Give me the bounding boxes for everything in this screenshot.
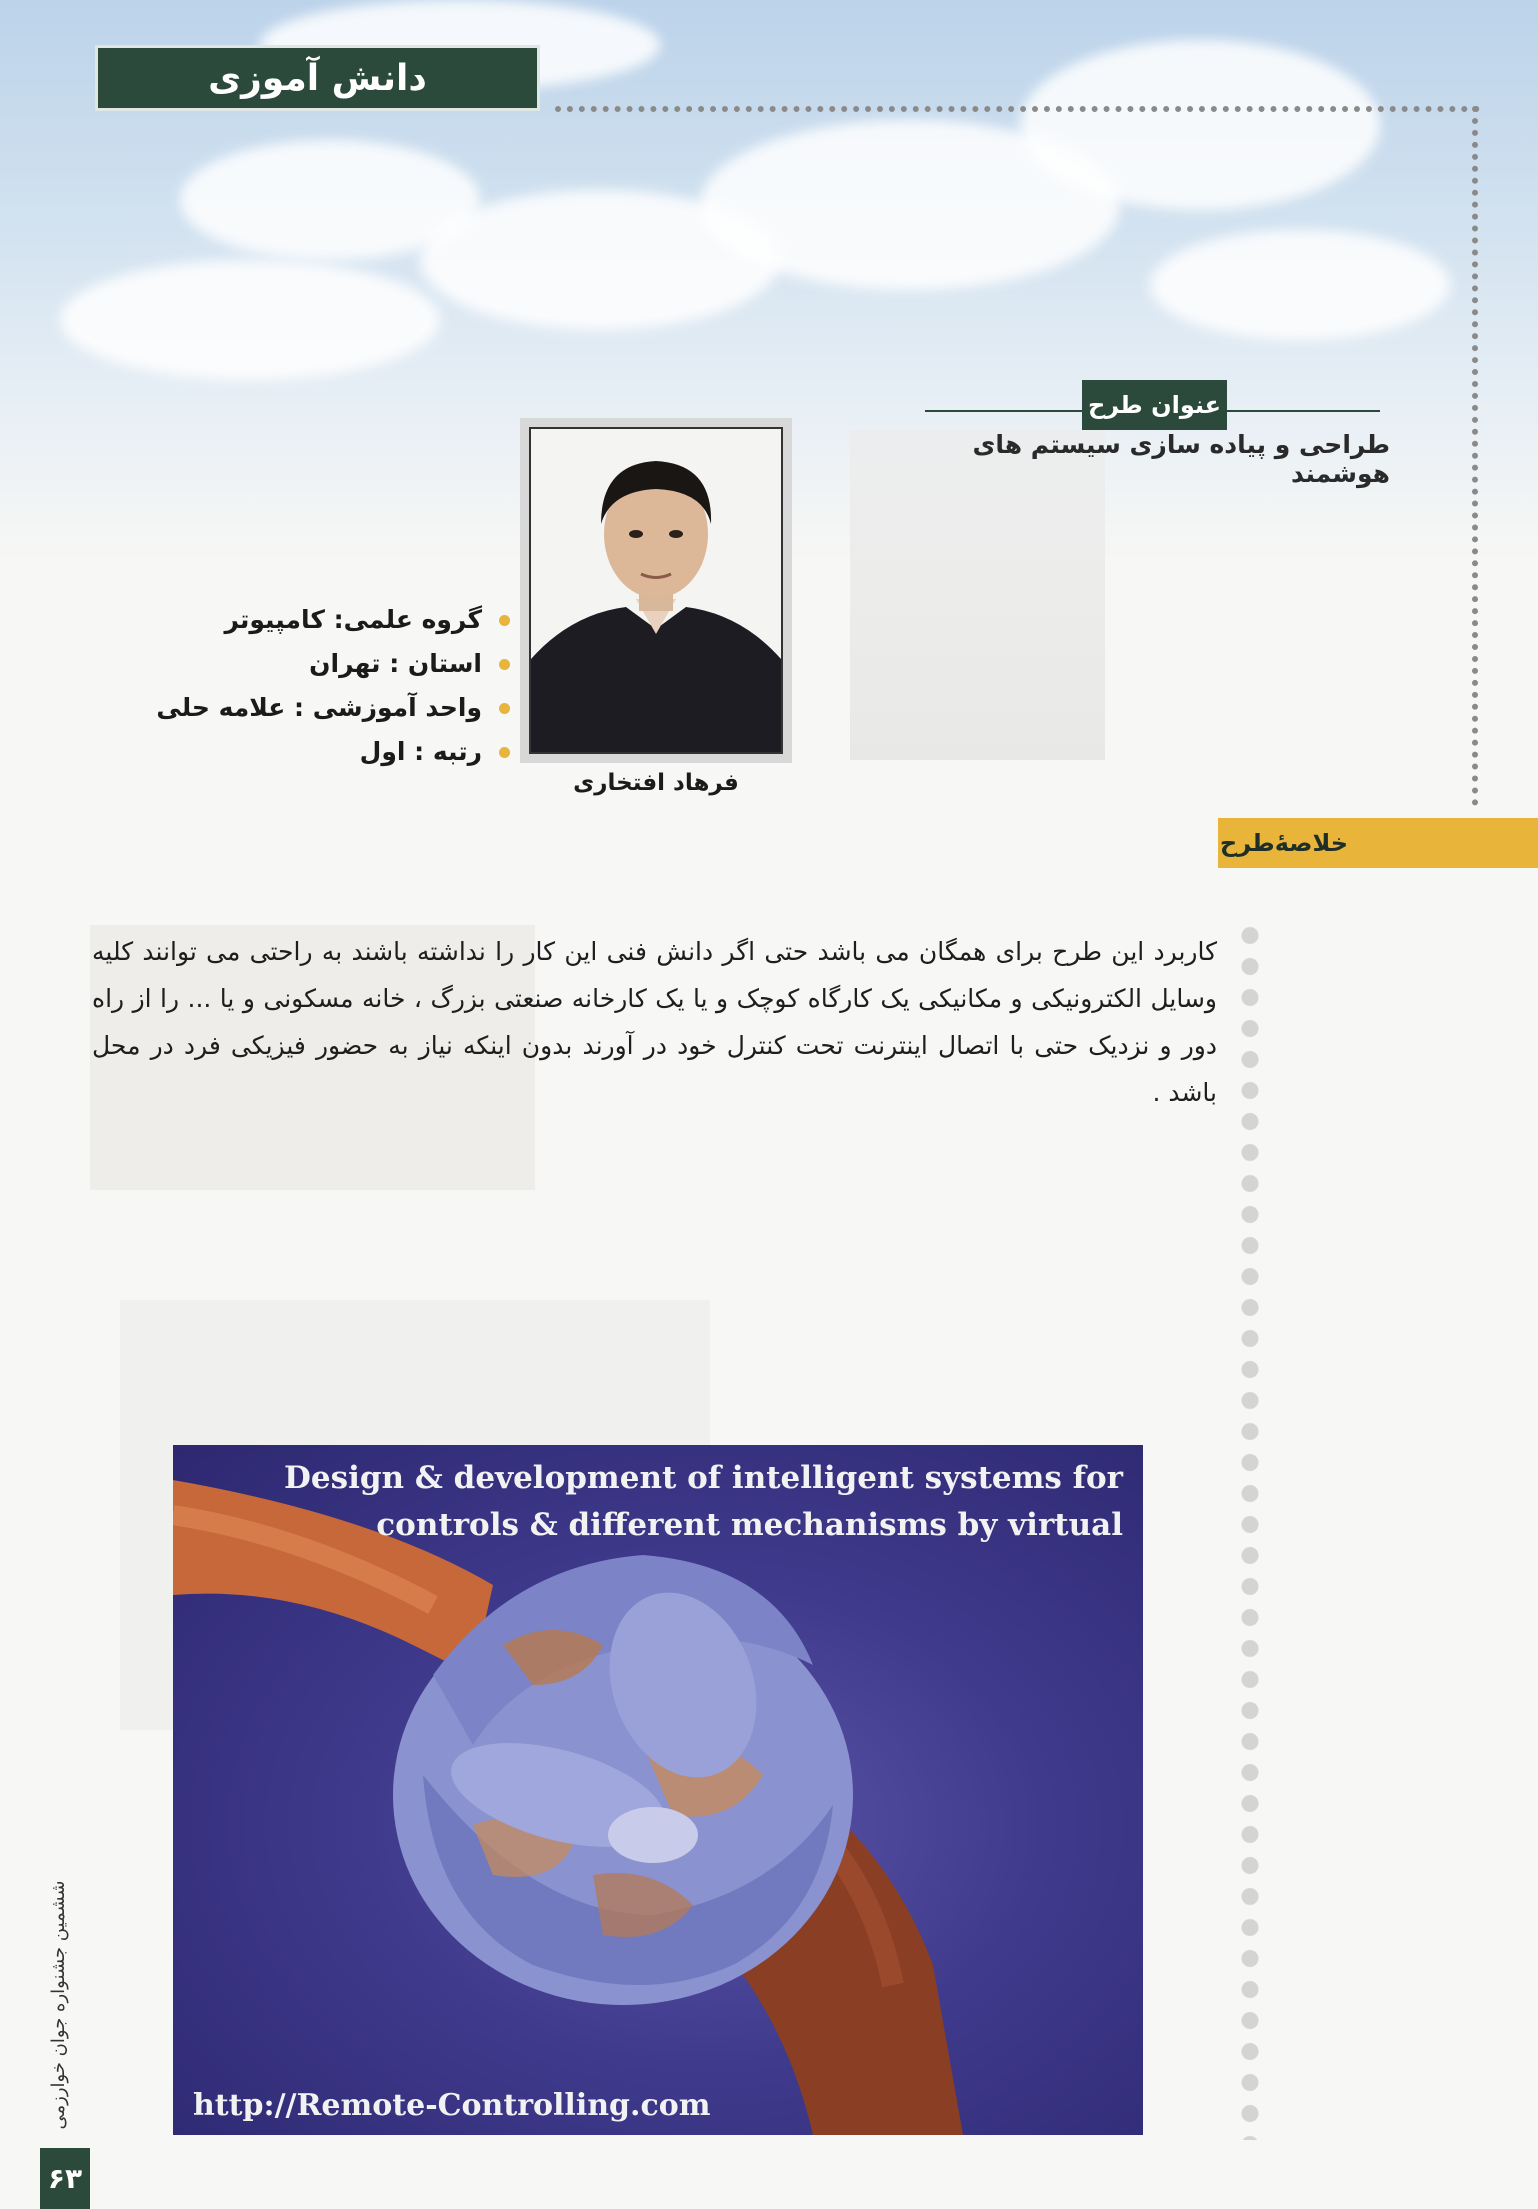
page-number: ۶۳: [40, 2148, 90, 2209]
portrait-photo: [529, 427, 783, 754]
project-title-label: عنوان طرح: [1082, 380, 1227, 430]
poster-url: http://Remote-Controlling.com: [193, 2088, 711, 2123]
poster-headline: [223, 1455, 1123, 1549]
dotted-circle-border: [1240, 920, 1260, 2140]
detail-group: گروه علمی: کامپیوتر: [90, 598, 510, 642]
poster-headline-line-1: Design & development of intelligent systems for: [284, 1460, 1123, 1496]
summary-text: کاربرد این طرح برای همگان می باشد حتی اگر دانش فنی این کار را نداشته باشند به راحتی می توانند کلیه وسایل الکترونیکی و مکانیکی یک کارگاه کوچک و یا یک کارخانه صنعتی بزرگ ، خانه مسکونی و یا ... را از راه دور و نزدیک حتی با اتصال اینترنت تحت کنترل خود در آورند بدون اینکه نیاز به حضور فیزیکی فرد در محل باشد .: [92, 937, 1217, 1107]
poster-headline-line-2: controls & different mechanisms by virtual: [376, 1507, 1123, 1543]
summary-label-tab: [1218, 818, 1538, 868]
dotted-border-right: [1472, 106, 1478, 806]
portrait-frame: [520, 418, 792, 763]
series-title-vertical: [48, 1880, 72, 2130]
dotted-border-top: [555, 106, 1480, 112]
person-details-list: [90, 598, 510, 774]
detail-school: واحد آموزشی : علامه حلی: [90, 686, 510, 730]
detail-province: استان : تهران: [90, 642, 510, 686]
person-name: فرهاد افتخاری: [573, 770, 739, 796]
project-poster-image: [173, 1445, 1143, 2135]
section-title: دانش آموزی: [95, 45, 540, 111]
detail-rank: رتبه : اول: [90, 730, 510, 774]
project-title: طراحی و پیاده سازی سیستم های هوشمند: [972, 430, 1390, 488]
summary-label: خلاصۀطرح: [1219, 829, 1348, 857]
series-title: ششمین جشنواره جوان خوارزمی: [48, 1880, 69, 2130]
